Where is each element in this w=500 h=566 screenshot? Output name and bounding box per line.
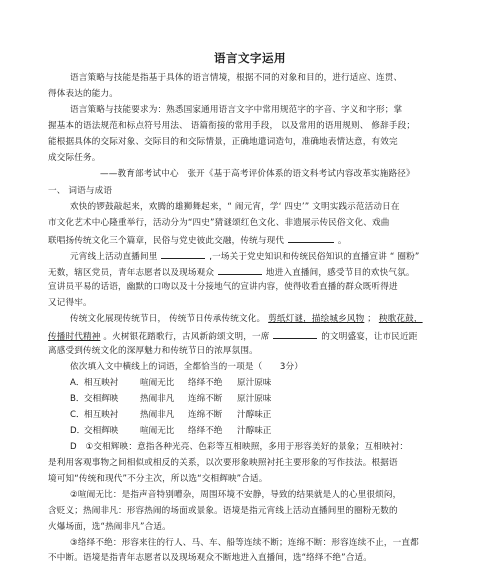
option-word: 汁醇味正 (237, 410, 272, 420)
answer-line: ②喧闹无比：是指声音特别嘈杂，周围环境不安静，导致的结果就是人的心里很烦闷， (70, 490, 402, 500)
page-title: 语言文字运用 (214, 51, 286, 65)
text-segment: 的文明盛宴，让市民近距 (321, 332, 418, 342)
option-letter: D． (70, 426, 86, 436)
paragraph-line: 握基本的语法规范和标点符号用法、 语篇衔接的常用手段， 以及常用的语用规则、 修辞手段； (48, 121, 416, 131)
paragraph-line (70, 250, 419, 263)
fill-blank (288, 234, 334, 243)
text-segment: 地进入直播间，感受节目的欢快气氛。 (265, 268, 415, 278)
text-segment: ； (367, 314, 376, 324)
option-word: 络绎不绝 (188, 378, 223, 388)
underlined-text: 剪纸灯谜，描绘城乡风物 (268, 314, 365, 324)
option-word: 喧闹无比 (140, 378, 175, 388)
fill-blank (273, 330, 317, 339)
answer-line: ③络绎不绝：形容来往的行人、马、车、船等连续不断；连绵不断：形容连续不止，一直都 (70, 538, 419, 548)
paragraph-line (70, 314, 423, 325)
answer-line: 火爆场面，选“热闹非凡”合适。 (48, 522, 171, 532)
paragraph-line: 离感受到传统文化的深厚魅力和传统节日的浓厚氛围。 (48, 346, 258, 356)
paragraph-line: 得体表达的能力。 (48, 89, 118, 99)
paragraph-line: 语言策略与技能是指基于具体的语言情境，根据不同的对象和目的，进行适应、连贯、 (70, 73, 403, 83)
text-segment: ,一场关于党史知识和传统民俗知识的直播宣讲 “ 圈粉” (209, 252, 420, 262)
option-letter: A． (70, 378, 85, 388)
option-word: 连绵不断 (188, 394, 223, 404)
option-word: 络绎不绝 (188, 426, 223, 436)
paragraph-line: 成交际任务。 (48, 153, 101, 163)
option-word: 原汁原味 (237, 378, 272, 388)
option-word: 原汁原味 (237, 394, 272, 404)
option-word: 连绵不断 (188, 410, 223, 420)
paragraph-line (48, 266, 415, 279)
answer-line: 含贬义；热闹非凡：形容热闹的场面或景象。语境是指元宵线上活动直播间里的圈粉无数的 (48, 506, 398, 516)
option-word: 喧闹无比 (140, 426, 175, 436)
paragraph-line: 语言策略与技能要求为：熟悉国家通用语言文字中常用规范字的字音、字义和字形；掌 (70, 105, 403, 115)
answer-line: 是利用客观事物之间相似或相反的关系，以次要形象映照衬托主要形象的写作技法。根据语 (48, 458, 398, 468)
option-word: 交相辉映 (84, 394, 119, 404)
paragraph-line (48, 330, 417, 343)
option-letter: C． (70, 410, 85, 420)
underlined-text: 传播时代精神 (48, 332, 101, 342)
paragraph-line: 又记得牢。 (48, 298, 92, 308)
option-word: 汁醇味正 (237, 426, 272, 436)
text-segment: 无数，辖区党员，青年志愿者以及现场观众 (48, 268, 215, 278)
answer-line: D ①交相辉映：意指各种光亮、色彩等互相映照，多用于形容美好的景象；互相映衬： (70, 442, 409, 452)
option-word: 相互映衬 (84, 378, 119, 388)
question-stem: 依次填入文中横线上的词语，全都恰当的一项是（ 3分） (70, 362, 303, 372)
section-heading: 一、 词语与成语 (48, 186, 113, 196)
text-segment: 。 (337, 236, 347, 246)
option-letter: B． (70, 394, 85, 404)
paragraph-line: 能根据具体的交际对象、交际目的和交际情景，正确地遣词造句，准确地表情达意，有效完 (48, 137, 398, 147)
paragraph-line: 欢快的锣鼓敲起来，欢腾的雄狮舞起来，“ 闹元宵，学‘ 四史’” 文明实践示范活动日在 (70, 202, 400, 212)
text-segment: 。火树银花踏歌行，古风新韵颂文明，一席 (103, 332, 270, 342)
paragraph-line (48, 234, 347, 247)
underlined-text: 秧歌花鼓， (378, 314, 423, 324)
option-word: 热闹非凡 (140, 394, 175, 404)
fill-blank (218, 266, 262, 275)
answer-line: 不中断。语境是指青年志愿者以及现场观众不断地进入直播间，选“络绎不绝”合适。 (48, 553, 372, 563)
paragraph-line: 宣讲员平易的话语，幽默的口吻以及十分接地气的宣讲内容，使得收看直播的群众既听得进 (48, 282, 398, 292)
fill-blank (161, 250, 205, 259)
text-segment: 联唱扬传统文化三个篇章，民俗与党史彼此交融，传统与现代 (48, 236, 285, 246)
option-word: 交相辉映 (84, 426, 119, 436)
option-word: 热闹非凡 (140, 410, 175, 420)
text-segment: 传统文化展现传统节日， 传统节日传承传统文化。 (70, 314, 269, 324)
option-word: 相互映衬 (84, 410, 119, 420)
answer-line: 境可知“传统和现代”不分主次，所以选“交相辉映”合适。 (48, 474, 268, 484)
paragraph-line: 市文化艺术中心隆重举行，活动分为“四史”猜谜颂红色文化、非遗展示传民俗文化、戏曲 (48, 218, 390, 228)
text-segment: 元宵线上活动直播间里 (70, 252, 158, 262)
source-citation: ——教育部考试中心 张开《基于高考评价体系的语文科考试内容改革实施路径》 (100, 169, 415, 179)
